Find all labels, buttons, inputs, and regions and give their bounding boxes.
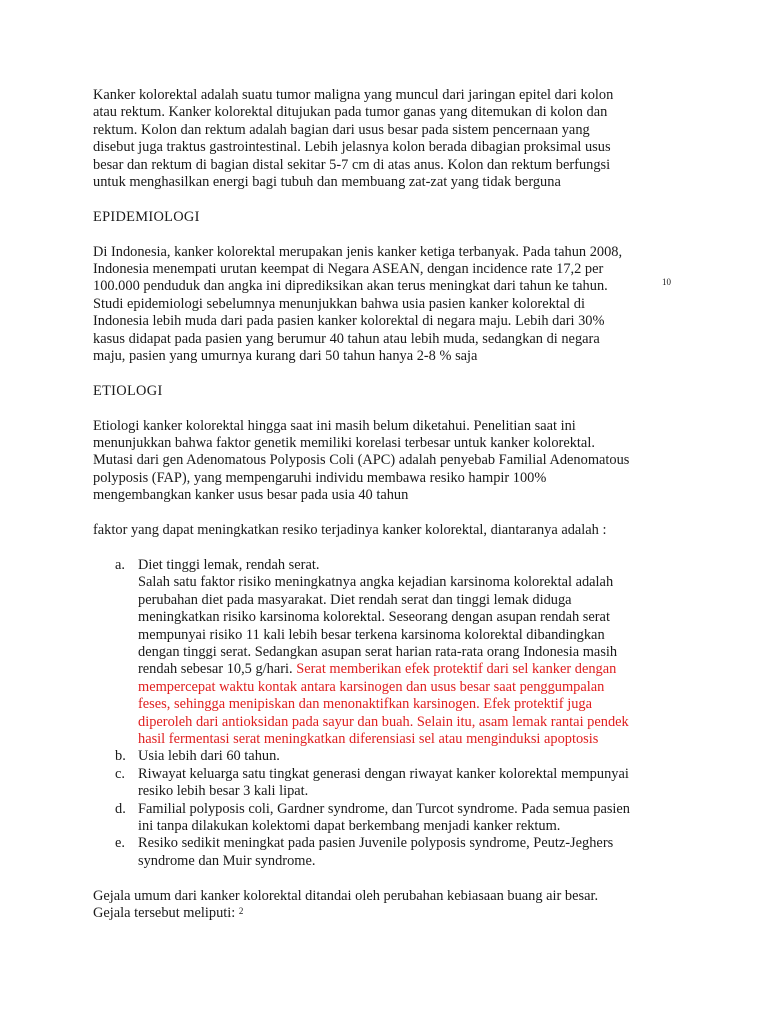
risk-factor-list — [93, 557, 683, 870]
text-line: mempunyai risiko 11 kali lebih besar terkena karsinoma kolorektal dibandingkan — [138, 626, 605, 643]
text-line: Diet tinggi lemak, rendah serat. — [138, 556, 320, 573]
document-body — [93, 87, 683, 922]
text-line: Di Indonesia, kanker kolorektal merupakan jenis kanker ketiga terbanyak. Pada tahun 2008, — [93, 243, 623, 260]
text-line: Gejala tersebut meliputi: — [93, 904, 239, 921]
text-line: rendah sebesar 10,5 g/hari. — [138, 661, 297, 678]
etiologi-paragraph — [93, 418, 683, 505]
section-heading-epidemiologi: EPIDEMIOLOGI — [93, 208, 200, 225]
text-line: kasus didapat pada pasien yang berumur 40 tahun atau lebih muda, sedangkan di negara — [93, 330, 600, 347]
text-line: Studi epidemiologi sebelumnya menunjukkan bahwa usia pasien kanker kolorektal di — [93, 295, 585, 312]
text-line: Indonesia menempati urutan keempat di Negara ASEAN, dengan incidence rate 17,2 per — [93, 261, 604, 278]
list-item — [93, 766, 683, 801]
text-line: Mutasi dari gen Adenomatous Polyposis Coli (APC) adalah penyebab Familial Adenomatous — [93, 452, 630, 469]
reference-superscript: 10 — [662, 277, 671, 288]
section-heading-etiologi: ETIOLOGI — [93, 382, 163, 399]
highlighted-text: mempercepat waktu kontak antara karsinogen dan usus besar saat penggumpalan — [138, 678, 605, 695]
text-line: meningkatkan risiko karsinoma kolorektal. Seseorang dengan asupan rendah serat — [138, 609, 610, 626]
highlighted-text: hasil fermentasi serat meningkatkan diferensiasi sel atau menginduksi apoptosis — [138, 730, 599, 747]
text-line: Etiologi kanker kolorektal hingga saat ini masih belum diketahui. Penelitian saat ini — [93, 417, 576, 434]
text-line: ini tanpa dilakukan kolektomi dapat berkembang menjadi kanker rektum. — [138, 817, 561, 834]
list-item — [93, 557, 683, 748]
list-item — [93, 835, 683, 870]
faktor-intro: faktor yang dapat meningkatkan resiko terjadinya kanker kolorektal, diantaranya adalah : — [93, 522, 607, 539]
text-line: rektum. Kolon dan rektum adalah bagian dari usus besar pada sistem pencernaan yang — [93, 121, 590, 138]
text-line: besar dan rektum di bagian distal sekitar 5-7 cm di atas anus. Kolon dan rektum berfungsi — [93, 156, 611, 173]
list-item — [93, 801, 683, 836]
text-line: disebut juga traktus gastrointestinal. Lebih jelasnya kolon berada dibagian proksimal usus — [93, 139, 611, 156]
highlighted-text: feses, sehingga menipiskan dan menonaktifkan karsinogen. Efek protektif juga — [138, 696, 592, 713]
text-line: Familial polyposis coli, Gardner syndrome, dan Turcot syndrome. Pada semua pasien — [138, 800, 631, 817]
text-line: syndrome dan Muir syndrome. — [138, 852, 316, 869]
text-line: dengan tinggi serat. Sedangkan asupan serat harian rata-rata orang Indonesia masih — [138, 643, 618, 660]
text-line: Kanker kolorektal adalah suatu tumor maligna yang muncul dari jaringan epitel dari kolon — [93, 87, 614, 103]
highlighted-text: Serat memberikan efek protektif dari sel kanker dengan — [296, 661, 617, 678]
text-line: Resiko sedikit meningkat pada pasien Juvenile polyposis syndrome, Peutz-Jeghers — [138, 835, 614, 852]
text-line: Riwayat keluarga satu tingkat generasi dengan riwayat kanker kolorektal mempunyai — [138, 765, 629, 782]
text-line: mengembangkan kanker usus besar pada usia 40 tahun — [93, 487, 409, 504]
text-line: Gejala umum dari kanker kolorektal ditandai oleh perubahan kebiasaan buang air besar. — [93, 887, 599, 904]
text-line: perubahan diet pada masyarakat. Diet rendah serat dan tinggi lemak diduga — [138, 591, 572, 608]
text-line: polyposis (FAP), yang mempengaruhi individu membawa resiko hampir 100% — [93, 469, 547, 486]
text-line: resiko lebih besar 3 kali lipat. — [138, 783, 309, 800]
list-marker: c. — [115, 765, 125, 782]
text-line: 100.000 penduduk dan angka ini diprediksikan akan terus meningkat dari tahun ke tahun. — [93, 278, 608, 295]
list-item — [93, 748, 683, 765]
intro-paragraph — [93, 87, 683, 191]
text-line: Indonesia lebih muda dari pada pasien kanker kolorektal di negara maju. Lebih dari 30% — [93, 313, 605, 330]
list-marker: d. — [115, 800, 126, 817]
text-line: maju, pasien yang umurnya kurang dari 50 tahun hanya 2-8 % saja — [93, 348, 478, 365]
text-line: atau rektum. Kanker kolorektal ditujukan pada tumor ganas yang ditemukan di kolon dan — [93, 104, 608, 121]
text-line: Usia lebih dari 60 tahun. — [138, 748, 280, 765]
list-marker: e. — [115, 835, 125, 852]
gejala-paragraph — [93, 888, 683, 923]
list-marker: b. — [115, 748, 126, 765]
text-line: untuk menghasilkan energi bagi tubuh dan membuang zat-zat yang tidak berguna — [93, 174, 561, 191]
list-marker: a. — [115, 556, 125, 573]
reference-superscript: 2 — [238, 905, 244, 916]
text-line: Salah satu faktor risiko meningkatnya angka kejadian karsinoma kolorektal adalah — [138, 574, 614, 591]
text-line: menunjukkan bahwa faktor genetik memiliki korelasi terbesar untuk kanker kolorektal. — [93, 435, 595, 452]
epidemiologi-paragraph — [93, 244, 683, 366]
highlighted-text: diperoleh dari antioksidan pada sayur dan buah. Selain itu, asam lemak rantai pendek — [138, 713, 629, 730]
